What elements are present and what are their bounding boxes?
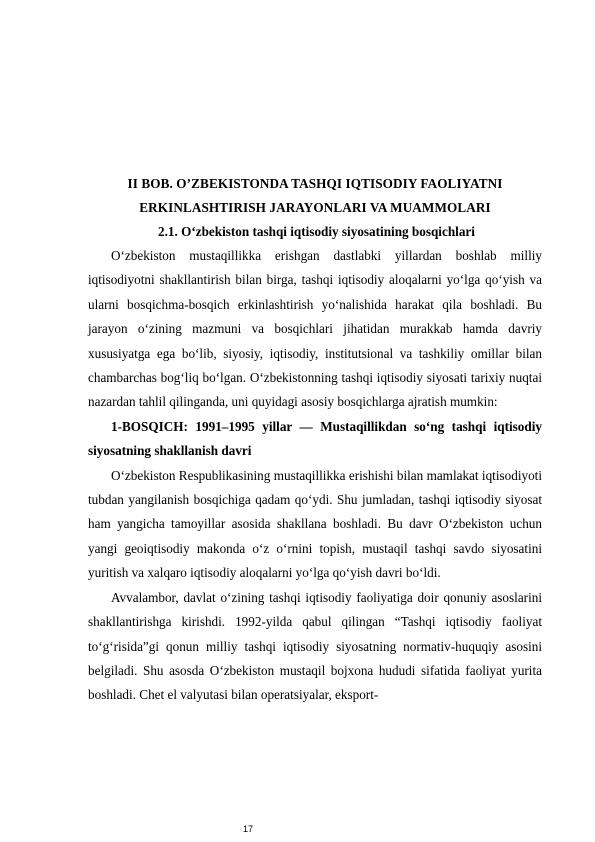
paragraph-legal-basis: Avvalambor, davlat o‘zining tashqi iqtisodiy faoliyatiga doir qonuniy asoslarini shakllantirishga kirishdi. 1992-yilda qabul qilingan “Tashqi iqtisodiy faoliyat to‘g‘risida”gi qonun milliy tashqi iqtisodiy siyosatning normativ-huquqiy asosini belgiladi. Shu asosda O‘zbekiston mustaqil bojxona hududi sifatida faoliyat yurita boshladi. Chet el valyutasi bilan operatsiyalar, eksport- — [88, 589, 542, 703]
page-number: 17 — [242, 824, 253, 834]
paragraph-intro: O‘zbekiston mustaqillikka erishgan dastlabki yillardan boshlab milliy iqtisodiyotni shakllantirish bilan birga, tashqi iqtisodiy aloqalarni yo‘lga qo‘yish va ularni bosqichma-bosqich erkinlashtirish yo‘nalishida harakat qila boshladi. Bu jarayon o‘zining mazmuni va bosqichlari jihatidan murakkab hamda davriy xususiyatga ega bo‘lib, siyosiy, iqtisodiy, institutsional va tashkiliy omillar bilan chambarchas bog‘liq bo‘lgan. O‘zbekistonning tashqi iqtisodiy siyosati tarixiy nuqtai nazardan tahlil qilinganda, uni quyidagi asosiy bosqichlarga ajratish mumkin: — [88, 248, 542, 410]
paragraph-stage-1: O‘zbekiston Respublikasining mustaqillikka erishishi bilan mamlakat iqtisodiyoti tubdan yangilanish bosqichiga qadam qo‘ydi. Shu jumladan, tashqi iqtisodiy siyosat ham yangicha tamoyillar asosida shakllana boshladi. Bu davr O‘zbekiston uchun yangi geoiqtisodiy makonda o‘z o‘rnini topish, mustaqil tashqi savdo siyosatini yuritish va xalqaro iqtisodiy aloqalarni yo‘lga qo‘yish davri bo‘ldi. — [88, 467, 542, 581]
page-content — [88, 172, 542, 708]
chapter-title-line-1: II BOB. O’ZBEKISTONDA TASHQI IQTISODIY FAOLIYATNI — [127, 176, 503, 191]
stage-1-heading: 1-BOSQICH: 1991–1995 yillar — Mustaqillikdan so‘ng tashqi iqtisodiy siyosatning shakllanish davri — [88, 418, 542, 459]
chapter-title-line-2: ERKINLASHTIRISH JARAYONLARI VA MUAMMOLARI — [139, 200, 491, 215]
section-title: 2.1. O‘zbekiston tashqi iqtisodiy siyosatining bosqichlari — [158, 224, 475, 239]
chapter-title — [88, 172, 542, 220]
